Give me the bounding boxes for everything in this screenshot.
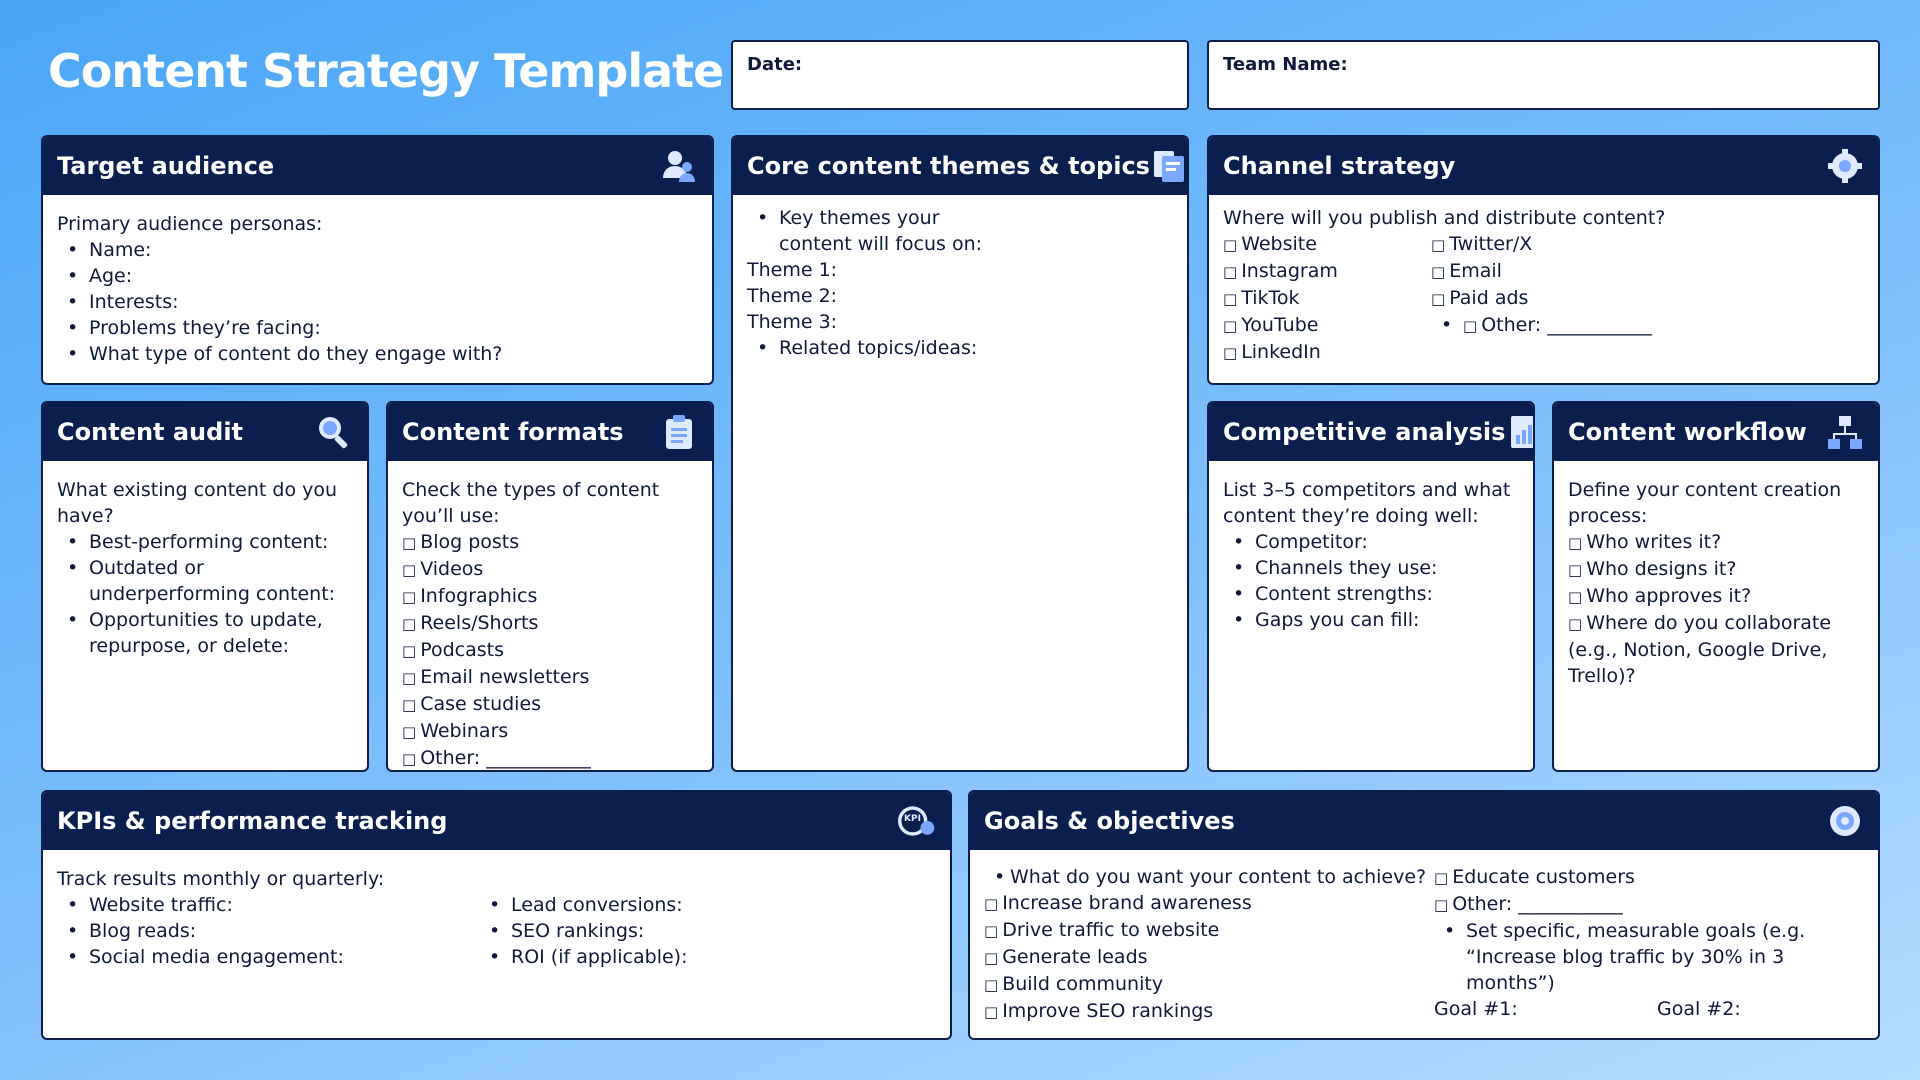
checkbox-youtube[interactable]: □ YouTube bbox=[1223, 312, 1431, 339]
content-formats-card bbox=[386, 401, 714, 772]
list-item: • Gaps you can fill: bbox=[1223, 607, 1519, 633]
list-item: • Interests: bbox=[57, 289, 698, 315]
magnifier-icon bbox=[315, 413, 353, 451]
kpis-card bbox=[41, 790, 952, 1040]
competitive-intro: List 3–5 competitors and what content they’re doing well: bbox=[1223, 479, 1511, 527]
documents-icon bbox=[1150, 147, 1188, 185]
card-header bbox=[388, 403, 712, 461]
card-title: KPIs & performance tracking bbox=[57, 807, 448, 835]
checkbox-item[interactable]: □ Who approves it? bbox=[1568, 583, 1864, 610]
checkbox-item[interactable]: □ Webinars bbox=[402, 718, 698, 745]
goal-2-label: Goal #2: bbox=[1657, 998, 1741, 1020]
gear-icon bbox=[1826, 147, 1864, 185]
goal-1-label: Goal #1: bbox=[1434, 998, 1518, 1020]
target-icon bbox=[1826, 802, 1864, 840]
checkbox-item[interactable]: □ Who designs it? bbox=[1568, 556, 1864, 583]
target-intro: Primary audience personas: bbox=[57, 213, 323, 235]
kpi-icon-text: KPI bbox=[904, 814, 921, 824]
card-header bbox=[970, 792, 1878, 850]
checkbox-other[interactable]: □ Other: ___________ bbox=[1463, 314, 1652, 336]
card-title: Target audience bbox=[57, 152, 275, 180]
list-item: • Channels they use: bbox=[1223, 555, 1519, 581]
checkbox-tiktok[interactable]: □ TikTok bbox=[1223, 285, 1431, 312]
goals-card bbox=[968, 790, 1880, 1040]
list-item: • Website traffic: bbox=[57, 892, 479, 918]
list-item: • SEO rankings: bbox=[479, 918, 687, 944]
card-title: Content workflow bbox=[1568, 418, 1807, 446]
checkbox-item[interactable]: □ Infographics bbox=[402, 583, 698, 610]
list-item: • Competitor: bbox=[1223, 529, 1519, 555]
page-title: Content Strategy Template bbox=[48, 44, 724, 98]
checkbox-item[interactable]: □ Case studies bbox=[402, 691, 698, 718]
content-workflow-card bbox=[1552, 401, 1880, 772]
checkbox-item[interactable]: □ Build community bbox=[984, 971, 1434, 998]
team-name-field[interactable] bbox=[1207, 40, 1880, 110]
card-title: Goals & objectives bbox=[984, 807, 1235, 835]
checkbox-item[interactable]: □ Who writes it? bbox=[1568, 529, 1864, 556]
checkbox-item[interactable]: □ Generate leads bbox=[984, 944, 1434, 971]
card-header bbox=[1209, 403, 1533, 461]
theme-1-label: Theme 1: bbox=[747, 259, 838, 281]
list-item: • Outdated or underperforming content: bbox=[57, 555, 353, 607]
card-header bbox=[43, 137, 712, 195]
list-item: • What type of content do they engage with? bbox=[57, 341, 698, 367]
competitive-analysis-card bbox=[1207, 401, 1535, 772]
checkbox-item[interactable]: □ Other: ___________ bbox=[402, 745, 698, 772]
card-title: Content audit bbox=[57, 418, 244, 446]
list-item: • Set specific, measurable goals (e.g. “Increase blog traffic by 30% in 3 months”) bbox=[1434, 918, 1854, 996]
date-label: Date: bbox=[747, 54, 803, 75]
kpis-intro: Track results monthly or quarterly: bbox=[57, 868, 385, 890]
audit-intro: What existing content do you have? bbox=[57, 479, 338, 527]
checkbox-item[interactable]: □ Educate customers bbox=[1434, 864, 1854, 891]
card-header bbox=[1209, 137, 1878, 195]
workflow-icon bbox=[1826, 413, 1864, 451]
checkbox-website[interactable]: □ Website bbox=[1223, 231, 1431, 258]
channel-strategy-card bbox=[1207, 135, 1880, 385]
goals-question: • What do you want your content to achieve? bbox=[984, 864, 1434, 890]
clipboard-icon bbox=[660, 413, 698, 451]
card-header bbox=[1554, 403, 1878, 461]
card-header bbox=[733, 137, 1187, 195]
list-item: • Name: bbox=[57, 237, 698, 263]
card-header bbox=[43, 403, 367, 461]
list-item: • Lead conversions: bbox=[479, 892, 687, 918]
theme-3-label: Theme 3: bbox=[747, 311, 838, 333]
card-title: Competitive analysis bbox=[1223, 418, 1506, 446]
list-item: • Problems they’re facing: bbox=[57, 315, 698, 341]
card-title: Core content themes & topics bbox=[747, 152, 1150, 180]
date-field[interactable] bbox=[731, 40, 1189, 110]
team-name-label: Team Name: bbox=[1223, 54, 1348, 75]
checkbox-item[interactable]: □ Other: ___________ bbox=[1434, 891, 1854, 918]
list-item: • Social media engagement: bbox=[57, 944, 479, 970]
list-item: • Blog reads: bbox=[57, 918, 479, 944]
checkbox-instagram[interactable]: □ Instagram bbox=[1223, 258, 1431, 285]
theme-2-label: Theme 2: bbox=[747, 285, 838, 307]
list-item: • Best-performing content: bbox=[57, 529, 353, 555]
checkbox-item[interactable]: □ Increase brand awareness bbox=[984, 890, 1434, 917]
checkbox-item[interactable]: □ Videos bbox=[402, 556, 698, 583]
checkbox-twitter[interactable]: □ Twitter/X bbox=[1431, 231, 1652, 258]
list-item: • Opportunities to update, repurpose, or delete: bbox=[57, 607, 353, 659]
checkbox-item[interactable]: □ Improve SEO rankings bbox=[984, 998, 1434, 1025]
kpi-gauge-icon bbox=[898, 802, 936, 840]
formats-intro: Check the types of content you’ll use: bbox=[402, 479, 660, 527]
checkbox-item[interactable]: □ Drive traffic to website bbox=[984, 917, 1434, 944]
core-themes-card bbox=[731, 135, 1189, 772]
content-audit-card bbox=[41, 401, 369, 772]
checkbox-item[interactable]: □ Blog posts bbox=[402, 529, 698, 556]
workflow-intro: Define your content creation process: bbox=[1568, 479, 1842, 527]
list-item: • Content strengths: bbox=[1223, 581, 1519, 607]
list-item: • Age: bbox=[57, 263, 698, 289]
checkbox-item[interactable]: □ Podcasts bbox=[402, 637, 698, 664]
channel-intro: Where will you publish and distribute content? bbox=[1223, 207, 1666, 229]
checkbox-item[interactable]: □ Where do you collaborate (e.g., Notion, Google Drive, Trello)? bbox=[1568, 610, 1864, 689]
list-item: • ROI (if applicable): bbox=[479, 944, 687, 970]
card-title: Content formats bbox=[402, 418, 624, 446]
checkbox-item[interactable]: □ Reels/Shorts bbox=[402, 610, 698, 637]
checkbox-email[interactable]: □ Email bbox=[1431, 258, 1652, 285]
checkbox-paid-ads[interactable]: □ Paid ads bbox=[1431, 285, 1652, 312]
users-icon bbox=[660, 147, 698, 185]
card-header bbox=[43, 792, 950, 850]
list-item: • Key themes your content will focus on: bbox=[747, 205, 1173, 257]
list-item: • Related topics/ideas: bbox=[747, 335, 1173, 361]
target-audience-card bbox=[41, 135, 714, 385]
report-icon bbox=[1505, 413, 1535, 451]
checkbox-linkedin[interactable]: □ LinkedIn bbox=[1223, 339, 1431, 366]
checkbox-item[interactable]: □ Email newsletters bbox=[402, 664, 698, 691]
card-title: Channel strategy bbox=[1223, 152, 1456, 180]
